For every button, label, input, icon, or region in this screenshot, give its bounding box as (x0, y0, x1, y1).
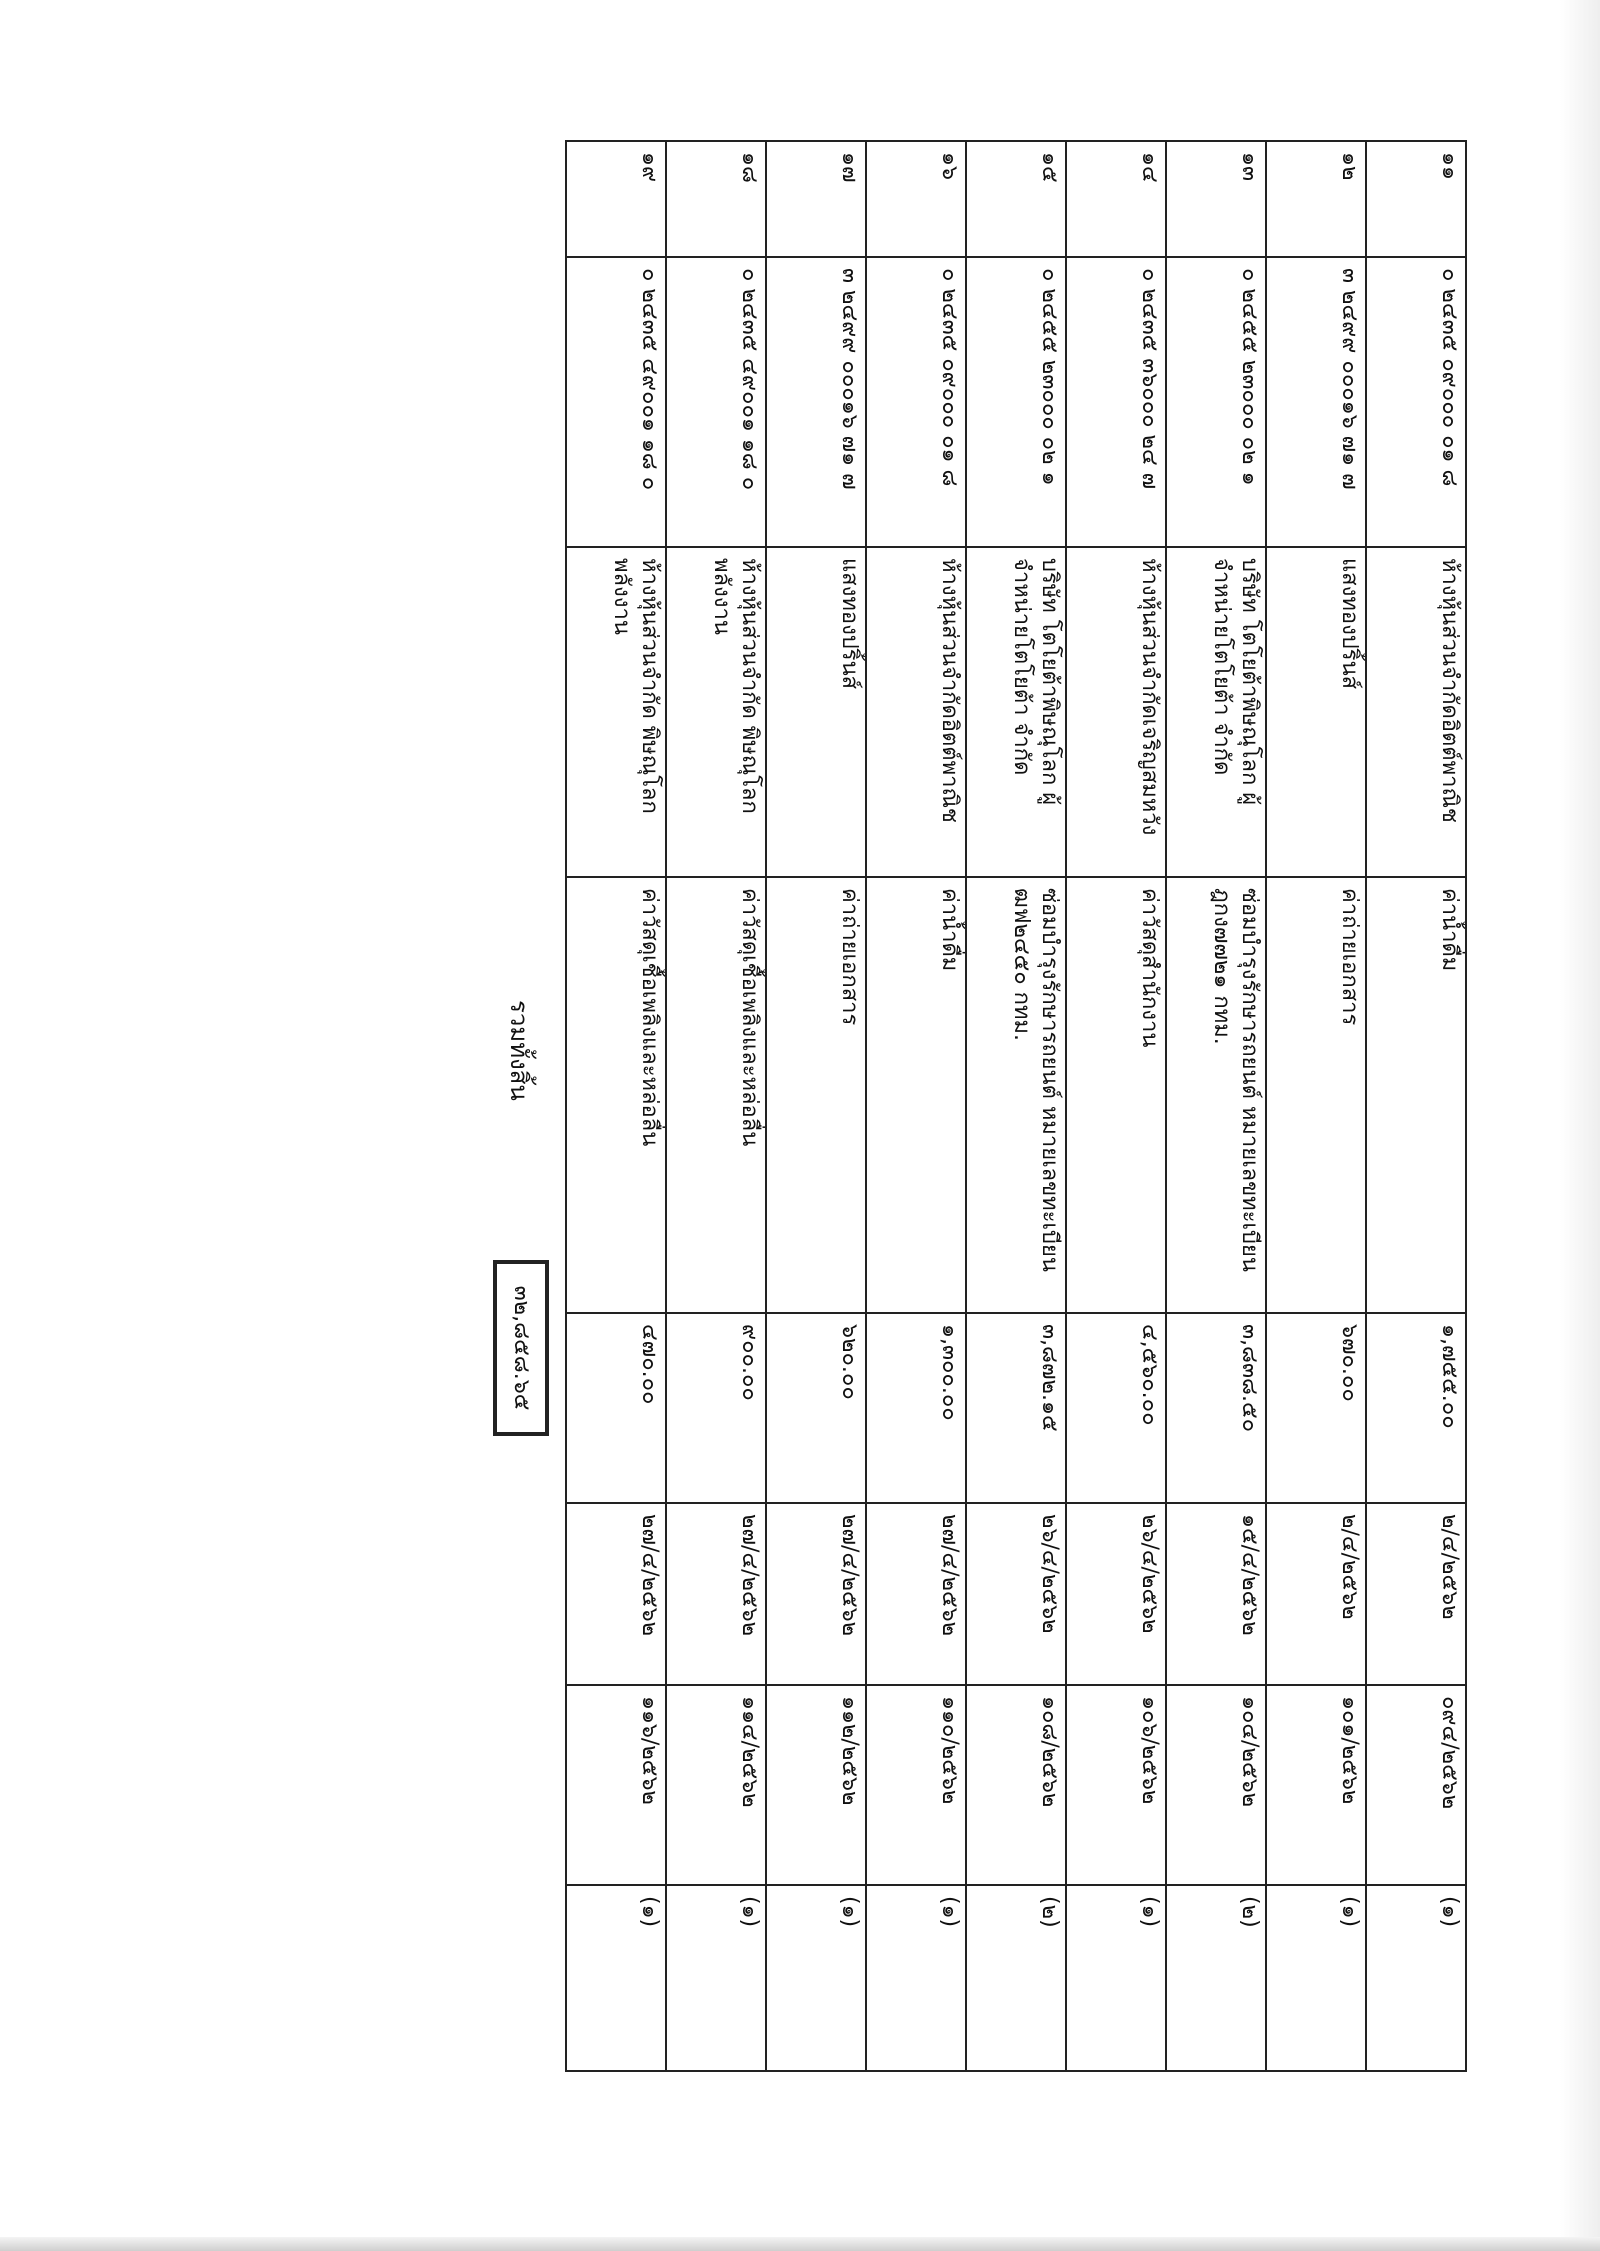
total-row (465, 140, 565, 2070)
amount-cell: ๓,๘๓๘.๕๐ (1166, 1313, 1266, 1503)
item-cell: ค่าถ่ายเอกสาร (766, 877, 866, 1313)
table-row (1366, 141, 1466, 2071)
row-number: ๑๓ (1166, 141, 1266, 257)
amount-cell: ๖๗๐.๐๐ (1266, 1313, 1366, 1503)
row-number: ๑๒ (1266, 141, 1366, 257)
tax-id-cell: ๐ ๒๔๓๕ ๐๙๐๐๐ ๐๑ ๘ (1366, 257, 1466, 547)
date-cell: ๒๗/๔/๒๕๖๒ (566, 1503, 666, 1685)
amount-cell: ๓,๘๗๒.๑๕ (966, 1313, 1066, 1503)
rotated-table-sheet (453, 140, 1467, 2070)
amount-cell: ๔,๕๖๐.๐๐ (1066, 1313, 1166, 1503)
date-cell: ๒๗/๔/๒๕๖๒ (866, 1503, 966, 1685)
reference-cell: ๑๑๐/๒๕๖๒ (866, 1685, 966, 1885)
item-cell: ค่าวัสดุเชื้อเพลิงและหล่อลื่น (566, 877, 666, 1313)
table-row (1266, 141, 1366, 2071)
note-cell: (๑) (566, 1885, 666, 2071)
page-edge (1560, 0, 1600, 2251)
note-cell: (๑) (1366, 1885, 1466, 2071)
note-cell: (๒) (1166, 1885, 1266, 2071)
item-cell: ค่าน้ำดื่ม (1366, 877, 1466, 1313)
reference-cell: ๑๐๑/๒๕๖๒ (1266, 1685, 1366, 1885)
records-table (565, 140, 1467, 2072)
tax-id-cell: ๐ ๒๔๓๕ ๔๙๐๐๑ ๑๘ ๐ (566, 257, 666, 547)
date-cell: ๑๕/๔/๒๕๖๒ (1166, 1503, 1266, 1685)
table-row (966, 141, 1066, 2071)
tax-id-cell: ๐ ๒๔๕๕ ๒๓๐๐๐ ๐๒ ๑ (966, 257, 1066, 547)
reference-cell: ๐๙๔/๒๕๖๒ (1366, 1685, 1466, 1885)
date-cell: ๒๖/๔/๒๕๖๒ (966, 1503, 1066, 1685)
date-cell: ๒๗/๔/๒๕๖๒ (666, 1503, 766, 1685)
tax-id-cell: ๓ ๒๔๙๙ ๐๐๐๑๖ ๗๑ ๗ (766, 257, 866, 547)
date-cell: ๒/๔/๒๕๖๒ (1266, 1503, 1366, 1685)
total-value-box: ๓๒,๘๕๘.๖๕ (493, 1260, 549, 1436)
item-cell: ค่าวัสดุเชื้อเพลิงและหล่อลื่น (666, 877, 766, 1313)
row-number: ๑๔ (1066, 141, 1166, 257)
vendor-cell: แสงทองปริ้นส์ (1266, 547, 1366, 877)
item-cell: ซ่อมบำรุงรักษารถยนต์ หมายเลขทะเบียน ฒฟ๒๔๕๐ กทม. (966, 877, 1066, 1313)
tax-id-cell: ๐ ๒๔๓๕ ๐๙๐๐๐ ๐๑ ๘ (866, 257, 966, 547)
reference-cell: ๑๑๒/๒๕๖๒ (766, 1685, 866, 1885)
row-number: ๑๑ (1366, 141, 1466, 257)
note-cell: (๑) (666, 1885, 766, 2071)
item-cell: ค่าถ่ายเอกสาร (1266, 877, 1366, 1313)
note-cell: (๑) (866, 1885, 966, 2071)
vendor-cell: บริษัท โตโยต้าพิษณุโลก ผู้จำหน่ายโตโยต้า จำกัด (966, 547, 1066, 877)
amount-cell: ๖๒๐.๐๐ (766, 1313, 866, 1503)
reference-cell: ๑๑๔/๒๕๖๒ (666, 1685, 766, 1885)
tax-id-cell: ๐ ๒๔๓๕ ๔๙๐๐๑ ๑๘ ๐ (666, 257, 766, 547)
row-number: ๑๙ (566, 141, 666, 257)
amount-cell: ๑,๗๕๕.๐๐ (1366, 1313, 1466, 1503)
item-cell: ซ่อมบำรุงรักษารถยนต์ หมายเลขทะเบียน ฎกง๗๗๒๑ กทม. (1166, 877, 1266, 1313)
tax-id-cell: ๓ ๒๔๙๙ ๐๐๐๑๖ ๗๑ ๗ (1266, 257, 1366, 547)
row-number: ๑๖ (866, 141, 966, 257)
date-cell: ๒/๔/๒๕๖๒ (1366, 1503, 1466, 1685)
reference-cell: ๑๐๖/๒๕๖๒ (1066, 1685, 1166, 1885)
tax-id-cell: ๐ ๒๔๕๕ ๒๓๐๐๐ ๐๒ ๑ (1166, 257, 1266, 547)
note-cell: (๑) (766, 1885, 866, 2071)
amount-cell: ๙๐๐.๐๐ (666, 1313, 766, 1503)
reference-cell: ๑๑๖/๒๕๖๒ (566, 1685, 666, 1885)
row-number: ๑๘ (666, 141, 766, 257)
date-cell: ๒๖/๔/๒๕๖๒ (1066, 1503, 1166, 1685)
vendor-cell: บริษัท โตโยต้าพิษณุโลก ผู้จำหน่ายโตโยต้า จำกัด (1166, 547, 1266, 877)
table-row (1066, 141, 1166, 2071)
tax-id-cell: ๐ ๒๔๓๕ ๓๖๐๐๐ ๒๔ ๗ (1066, 257, 1166, 547)
item-cell: ค่าวัสดุสำนักงาน (1066, 877, 1166, 1313)
vendor-cell: ห้างหุ้นส่วนจำกัดเจริญสมหวัง (1066, 547, 1166, 877)
total-label: รวมทั้งสิ้น (505, 1000, 533, 1101)
table-row (766, 141, 866, 2071)
row-number: ๑๗ (766, 141, 866, 257)
reference-cell: ๑๐๘/๒๕๖๒ (966, 1685, 1066, 1885)
table-row (566, 141, 666, 2071)
table-row (866, 141, 966, 2071)
table-row (666, 141, 766, 2071)
vendor-cell: ห้างหุ้นส่วนจำกัดอิตต์พาณิช (866, 547, 966, 877)
table-row (1166, 141, 1266, 2071)
reference-cell: ๑๐๔/๒๕๖๒ (1166, 1685, 1266, 1885)
vendor-cell: ห้างหุ้นส่วนจำกัด พิษณุโลกพลังงาน (666, 547, 766, 877)
vendor-cell: ห้างหุ้นส่วนจำกัด พิษณุโลกพลังงาน (566, 547, 666, 877)
note-cell: (๑) (1266, 1885, 1366, 2071)
vendor-cell: ห้างหุ้นส่วนจำกัดอิตต์พาณิช (1366, 547, 1466, 877)
vendor-cell: แสงทองปริ้นส์ (766, 547, 866, 877)
date-cell: ๒๗/๔/๒๕๖๒ (766, 1503, 866, 1685)
item-cell: ค่าน้ำดื่ม (866, 877, 966, 1313)
amount-cell: ๔๗๐.๐๐ (566, 1313, 666, 1503)
note-cell: (๑) (1066, 1885, 1166, 2071)
amount-cell: ๑,๓๐๐.๐๐ (866, 1313, 966, 1503)
row-number: ๑๕ (966, 141, 1066, 257)
note-cell: (๒) (966, 1885, 1066, 2071)
page-edge-bottom (0, 2237, 1600, 2251)
